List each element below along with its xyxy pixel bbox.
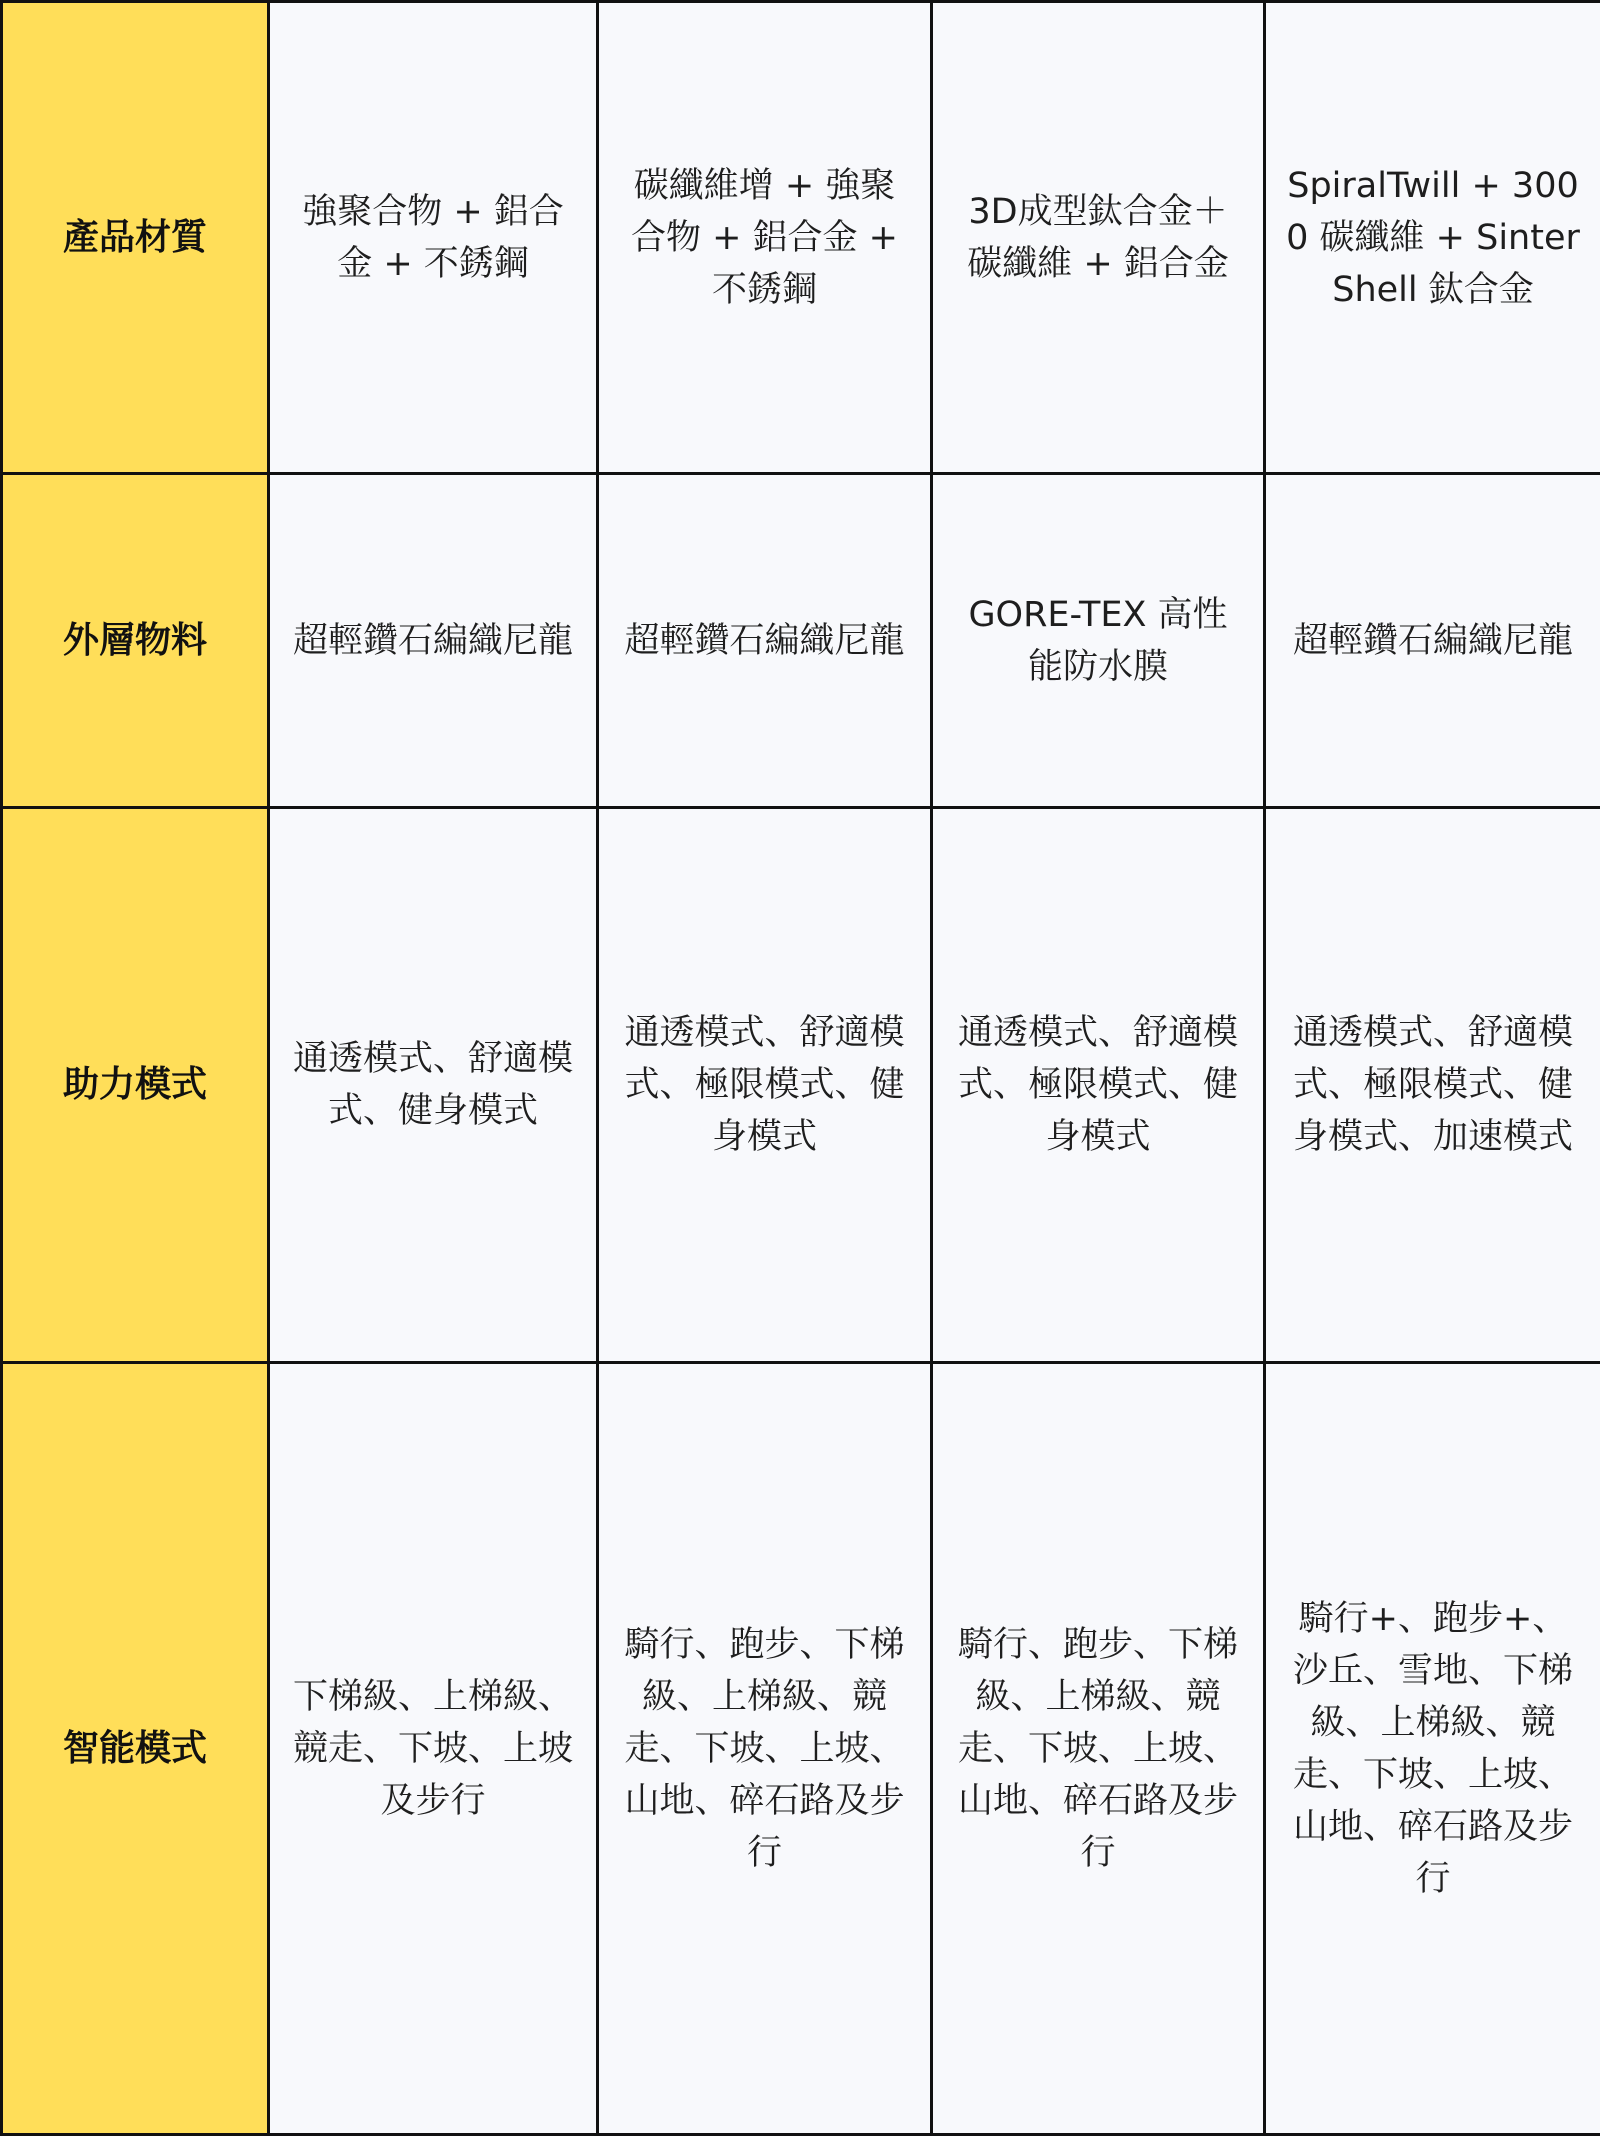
table-cell: 3D成型鈦合金＋碳纖維 + 鋁合金 xyxy=(932,2,1265,474)
table-cell: 通透模式、舒適模式、極限模式、健身模式 xyxy=(932,808,1265,1363)
table-cell: 騎行、跑步、下梯級、上梯級、競走、下坡、上坡、山地、碎石路及步行 xyxy=(932,1363,1265,2135)
table-cell: SpiralTwill + 3000 碳纖維 + SinterShell 鈦合金 xyxy=(1265,2,1600,474)
row-header-outer-fabric: 外層物料 xyxy=(2,474,269,808)
table-cell: 騎行、跑步、下梯級、上梯級、競走、下坡、上坡、山地、碎石路及步行 xyxy=(598,1363,932,2135)
table-cell: GORE-TEX 高性能防水膜 xyxy=(932,474,1265,808)
row-header-smart-modes: 智能模式 xyxy=(2,1363,269,2135)
table-cell: 下梯級、上梯級、競走、下坡、上坡及步行 xyxy=(269,1363,598,2135)
row-header-material: 產品材質 xyxy=(2,2,269,474)
row-header-assist-modes: 助力模式 xyxy=(2,808,269,1363)
table-cell: 超輕鑽石編織尼龍 xyxy=(598,474,932,808)
table-cell: 超輕鑽石編織尼龍 xyxy=(1265,474,1600,808)
table-cell: 通透模式、舒適模式、健身模式 xyxy=(269,808,598,1363)
table-row-smart-modes xyxy=(2,1363,1600,2135)
table-cell: 碳纖維增 + 強聚合物 + 鋁合金 + 不銹鋼 xyxy=(598,2,932,474)
table-row-material xyxy=(2,2,1600,474)
table-cell: 通透模式、舒適模式、極限模式、健身模式、加速模式 xyxy=(1265,808,1600,1363)
table-cell: 通透模式、舒適模式、極限模式、健身模式 xyxy=(598,808,932,1363)
table-cell: 超輕鑽石編織尼龍 xyxy=(269,474,598,808)
table-row-assist-modes xyxy=(2,808,1600,1363)
table-row-outer-fabric xyxy=(2,474,1600,808)
table-cell: 強聚合物 + 鋁合金 + 不銹鋼 xyxy=(269,2,598,474)
table-cell: 騎行+、跑步+、沙丘、雪地、下梯級、上梯級、競走、下坡、上坡、山地、碎石路及步行 xyxy=(1265,1363,1600,2135)
